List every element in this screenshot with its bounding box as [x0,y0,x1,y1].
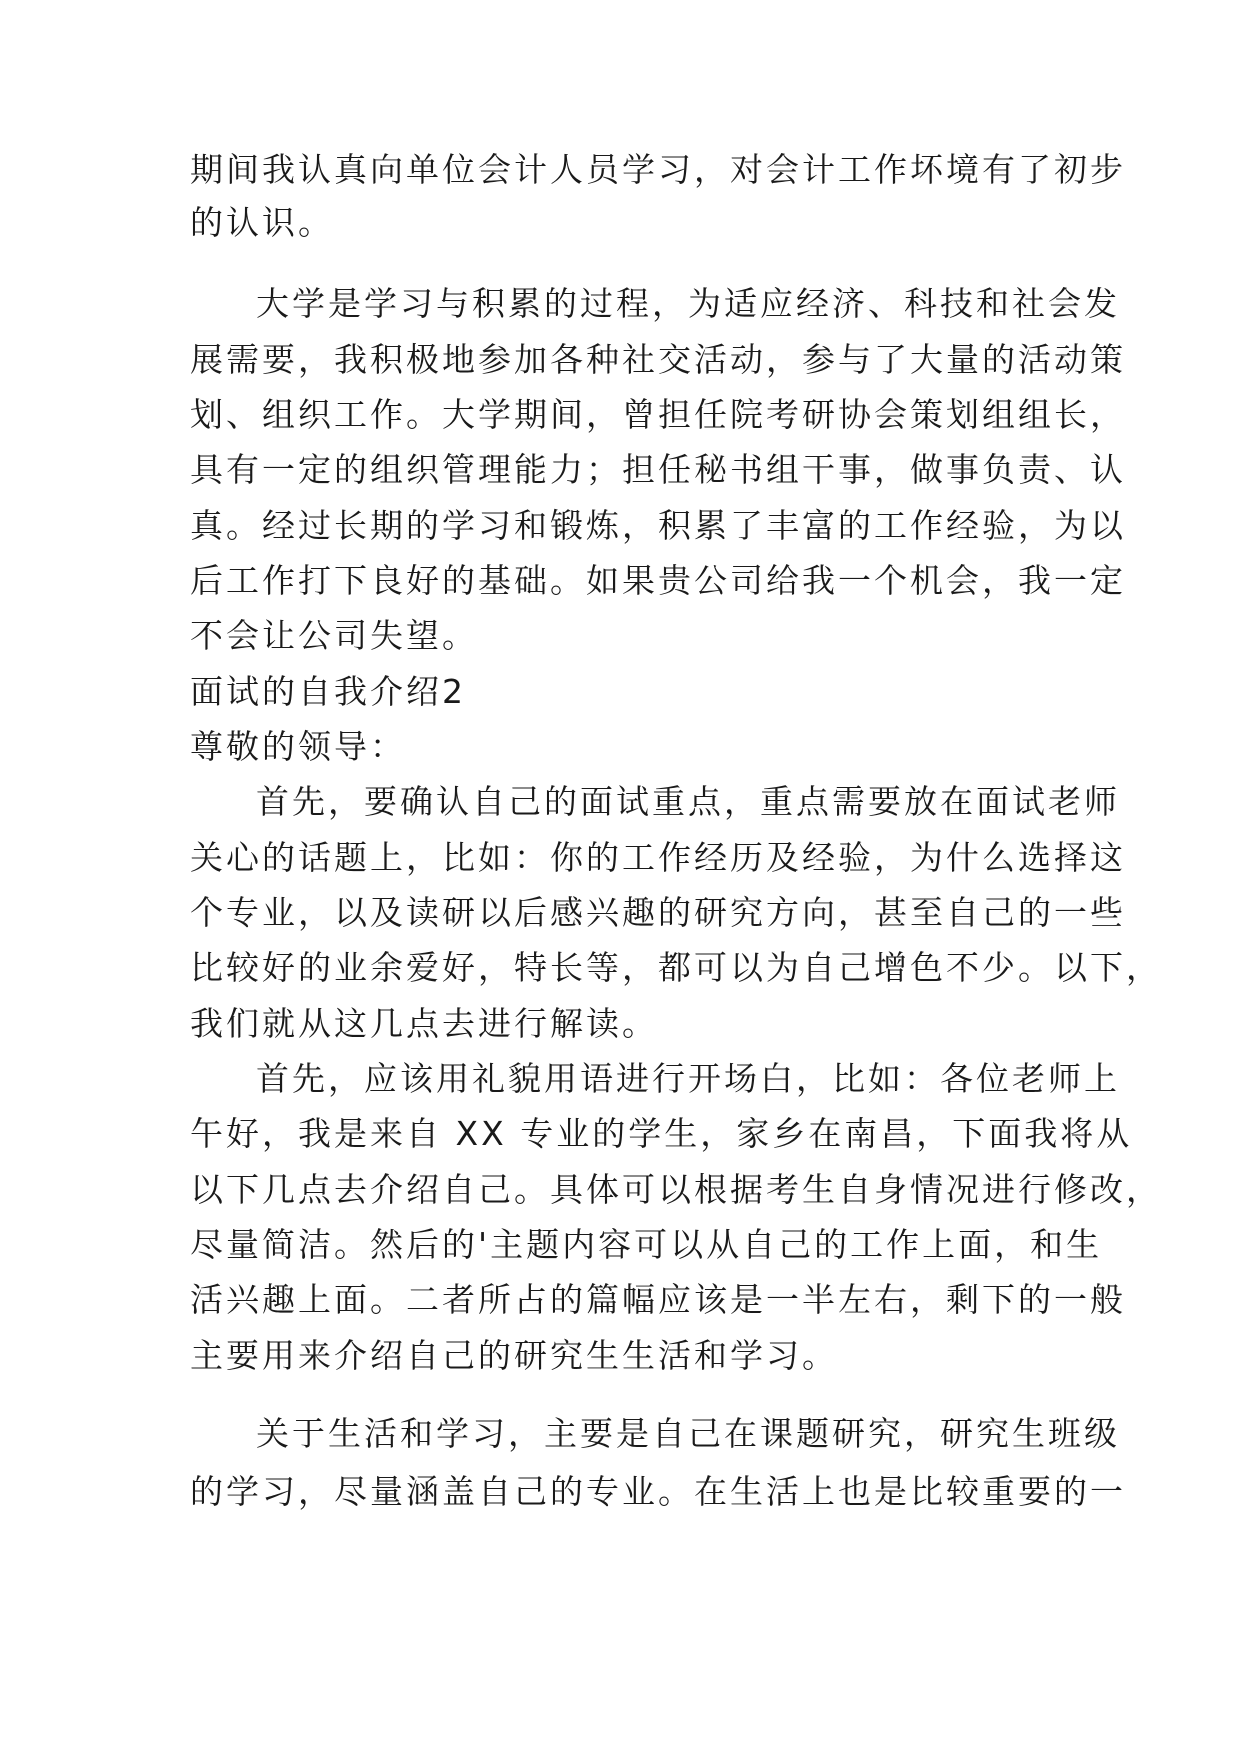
text-line: 的认识。 [190,203,334,242]
text-line: 划、组织工作。大学期间，曾担任院考研协会策划组组长， [190,395,1126,434]
text-line: 大学是学习与积累的过程，为适应经济、科技和社会发 [256,284,1120,323]
salutation: 尊敬的领导： [190,727,406,766]
text-line: 我们就从这几点去进行解读。 [190,1004,658,1043]
text-line: 首先，应该用礼貌用语进行开场白，比如：各位老师上 [256,1059,1120,1098]
text-line: 比较好的业余爱好，特长等，都可以为自己增色不少。以下， [190,948,1162,987]
section-heading: 面试的自我介绍2 [190,672,466,711]
text-line: 关心的话题上，比如：你的工作经历及经验，为什么选择这 [190,838,1126,877]
text-line: 关于生活和学习，主要是自己在课题研究，研究生班级 [256,1414,1120,1453]
text-line: 展需要，我积极地参加各种社交活动，参与了大量的活动策 [190,340,1126,379]
text-line: 首先，要确认自己的面试重点，重点需要放在面试老师 [256,782,1120,821]
text-line: 以下几点去介绍自己。具体可以根据考生自身情况进行修改， [190,1170,1162,1209]
text-line: 不会让公司失望。 [190,616,478,655]
text-line: 的学习，尽量涵盖自己的专业。在生活上也是比较重要的一 [190,1472,1126,1511]
text-line: 尽量简洁。然后的'主题内容可以从自己的工作上面，和生 [190,1225,1103,1264]
text-line: 真。经过长期的学习和锻炼，积累了丰富的工作经验，为以 [190,506,1126,545]
text-line: 期间我认真向单位会计人员学习，对会计工作坏境有了初步 [190,150,1126,189]
text-line: 主要用来介绍自己的研究生生活和学习。 [190,1336,838,1375]
text-line: 活兴趣上面。二者所占的篇幅应该是一半左右，剩下的一般 [190,1280,1126,1319]
text-line: 午好，我是来自 XX 专业的学生，家乡在南昌，下面我将从 [190,1114,1133,1153]
text-line: 后工作打下良好的基础。如果贵公司给我一个机会，我一定 [190,561,1126,600]
text-line: 具有一定的组织管理能力；担任秘书组干事，做事负责、认 [190,450,1126,489]
text-line: 个专业，以及读研以后感兴趣的研究方向，甚至自己的一些 [190,893,1126,932]
